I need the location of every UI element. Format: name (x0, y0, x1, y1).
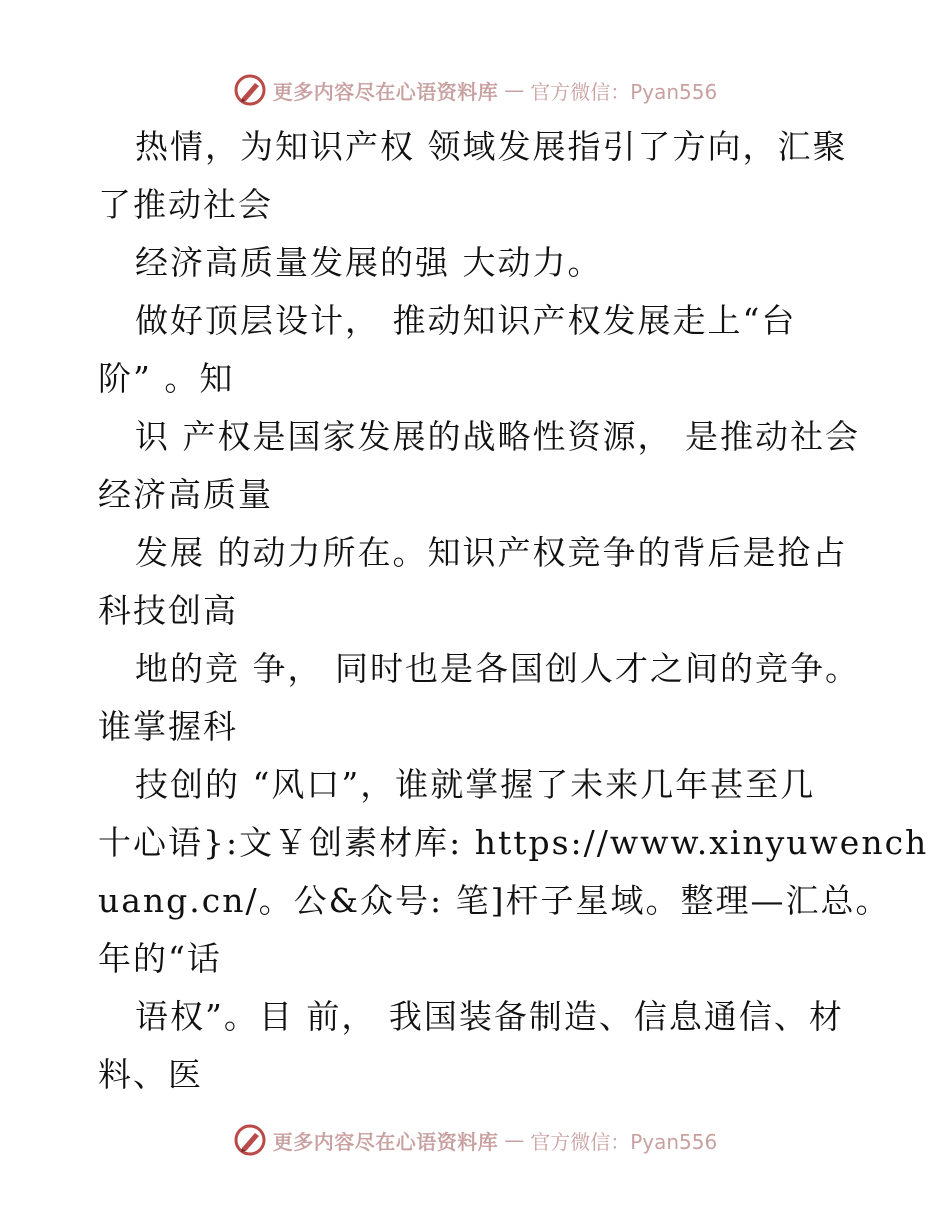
pen-logo-icon (233, 73, 267, 107)
text-line: 做好顶层设计， 推动知识产权发展走上“台 (135, 301, 797, 340)
text-line: 十心语}:文￥创素材库: https://www.xinyuwench (98, 823, 929, 862)
pen-logo-icon (233, 1123, 267, 1157)
document-body (98, 118, 929, 1104)
text-line: 经济高质量发展的强 大动力。 (135, 243, 603, 282)
text-line: uang.cn/。公&众号: 笔]杆子星域。整理—汇总。 (98, 881, 891, 920)
site-name: 更多内容尽在心语资料库 (272, 1129, 499, 1154)
text-line: 技创的 “风口”，谁就掌握了未来几年甚至几 (135, 765, 816, 804)
text-line: 年的“话 (98, 939, 222, 978)
text-line: 热情，为知识产权 领域发展指引了方向，汇聚 (135, 127, 848, 166)
text-line: 语权”。目 前， 我国装备制造、信息通信、材 (135, 997, 844, 1036)
site-name: 更多内容尽在心语资料库 (272, 79, 499, 104)
text-line: 发展 的动力所在。知识产权竞争的背后是抢占 (135, 533, 848, 572)
text-line: 识 产权是国家发展的战略性资源， 是推动社会 (135, 417, 860, 456)
banner-separator: — (504, 78, 525, 102)
contact-info: 官方微信：Pyan556 (530, 1129, 718, 1154)
footer-banner (0, 1120, 950, 1160)
header-banner (0, 70, 950, 110)
text-line: 经济高质量 (98, 475, 273, 514)
text-line: 地的竞 争， 同时也是各国创人才之间的竞争。 (135, 649, 860, 688)
banner-separator: — (504, 1128, 525, 1152)
text-line: 了推动社会 (98, 185, 273, 224)
contact-info: 官方微信：Pyan556 (530, 79, 718, 104)
text-line: 科技创高 (98, 591, 238, 630)
text-line: 谁掌握科 (98, 707, 238, 746)
text-line: 阶” 。知 (98, 359, 235, 398)
text-line: 料、医 (98, 1055, 203, 1094)
